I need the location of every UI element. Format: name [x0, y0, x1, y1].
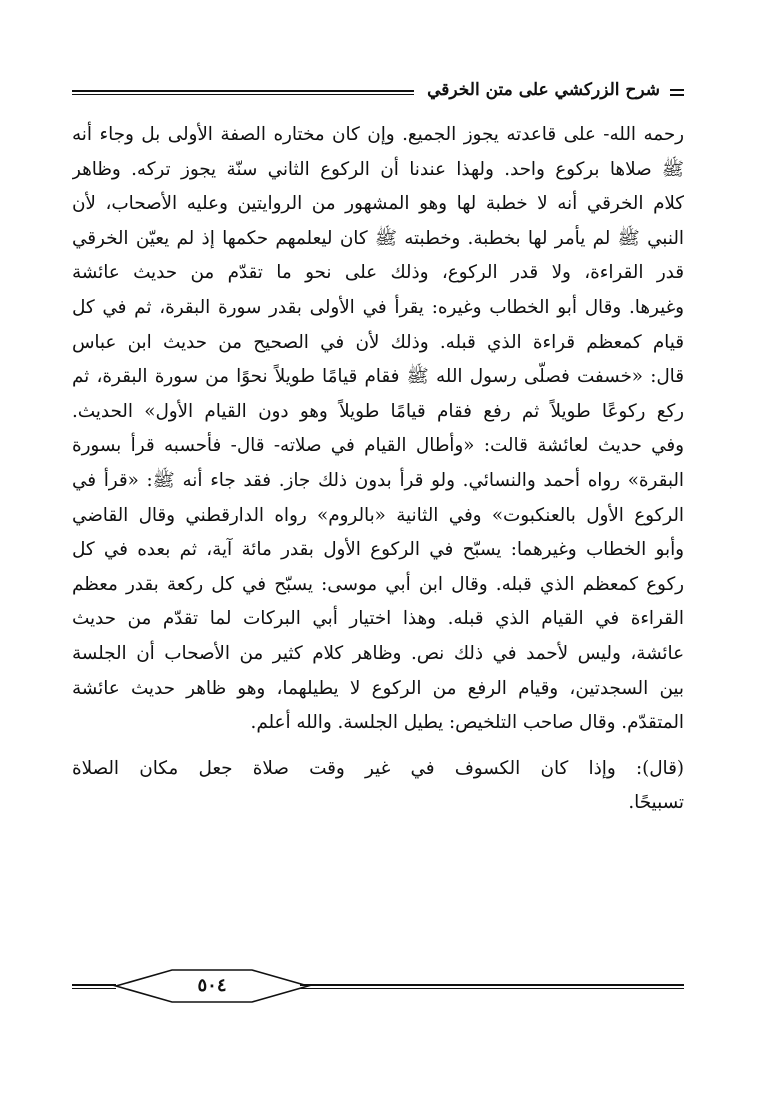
header-rule [72, 90, 414, 95]
running-title: شرح الزركشي على متن الخرقي [427, 80, 660, 100]
text-line: قدر القراءة، ولا قدر الركوع، وذلك على نحو ما تقدّم من حديث عائشة [72, 262, 684, 284]
text-line: قال: «خسفت فصلّى رسول الله ﷺ فقام قيامًا طويلاً نحوًا من سورة البقرة، ثم [72, 366, 684, 388]
text-line: تسبيحًا. [628, 792, 684, 814]
header-dash [670, 89, 684, 96]
footer-rule-right [300, 984, 684, 989]
text-line: القراءة في القيام الذي قبله. وهذا اختيار أبي البركات لما تقدّم من حديث [72, 608, 684, 630]
paragraph-1 [72, 118, 684, 741]
text-line: قيام كمعظم قراءة الذي قبله. وذلك لأن في الصحيح من حديث ابن عباس [72, 331, 684, 353]
paragraph-2 [72, 752, 684, 821]
page-footer [72, 968, 684, 1008]
text-line: ركع ركوعًا طويلاً ثم رفع فقام قيامًا طويلاً وهو دون القيام الأول» الحديث. [72, 400, 684, 422]
text-line: بين السجدتين، وقيام الرفع من الركوع لا يطيلهما، وهو ظاهر حديث عائشة [72, 677, 684, 699]
text-line: النبي ﷺ لم يأمر لها بخطبة. وخطبته ﷺ كان ليعلمهم حكمها إذ لم يعيّن الخرقي [72, 227, 684, 249]
text-line: البقرة» رواه أحمد والنسائي. ولو قرأ بدون ذلك جاز. فقد جاء أنه ﷺ: «قرأ في [72, 469, 684, 491]
text-line: ركوع كمعظم الذي قبله. وقال ابن أبي موسى: يسبّح في كل ركعة بقدر معظم [72, 573, 684, 595]
footer-rule-left [72, 984, 116, 989]
text-line: (قال): وإذا كان الكسوف في غير وقت صلاة جعل مكان الصلاة [72, 757, 684, 779]
text-line: وفي حديث لعائشة قالت: «وأطال القيام في صلاته- قال- فأحسبه قرأ بسورة [72, 435, 684, 457]
page-body [72, 118, 684, 821]
text-line: الركوع الأول بالعنكبوت» وفي الثانية «بالروم» رواه الدارقطني وقال القاضي [72, 504, 684, 526]
text-line: المتقدّم. وقال صاحب التلخيص: يطيل الجلسة. والله أعلم. [250, 712, 684, 734]
text-line: كلام الخرقي أنه لا خطبة لها وهو المشهور من الروايتين وعليه الأصحاب، لأن [72, 193, 684, 215]
text-line: وغيرها. وقال أبو الخطاب وغيره: يقرأ في الأولى بقدر سورة البقرة، ثم في كل [72, 296, 684, 318]
text-line: رحمه الله- على قاعدته يجوز الجميع. وإن كان مختاره الصفة الأولى بل وجاء أنه [72, 124, 684, 145]
page-number: ٥٠٤ [197, 975, 227, 996]
running-header [72, 78, 684, 102]
text-line: وأبو الخطاب وغيرهما: يسبّح في الركوع الأول بقدر مائة آية، ثم بعده في كل [72, 539, 684, 561]
text-line: ﷺ صلاها بركوع واحد. ولهذا عندنا أن الركوع الثاني سنّة يجوز تركه. وظاهر [72, 158, 684, 180]
text-line: عائشة، وليس لأحمد في ذلك نص. وظاهر كلام كثير من الأصحاب أن الجلسة [72, 642, 684, 664]
